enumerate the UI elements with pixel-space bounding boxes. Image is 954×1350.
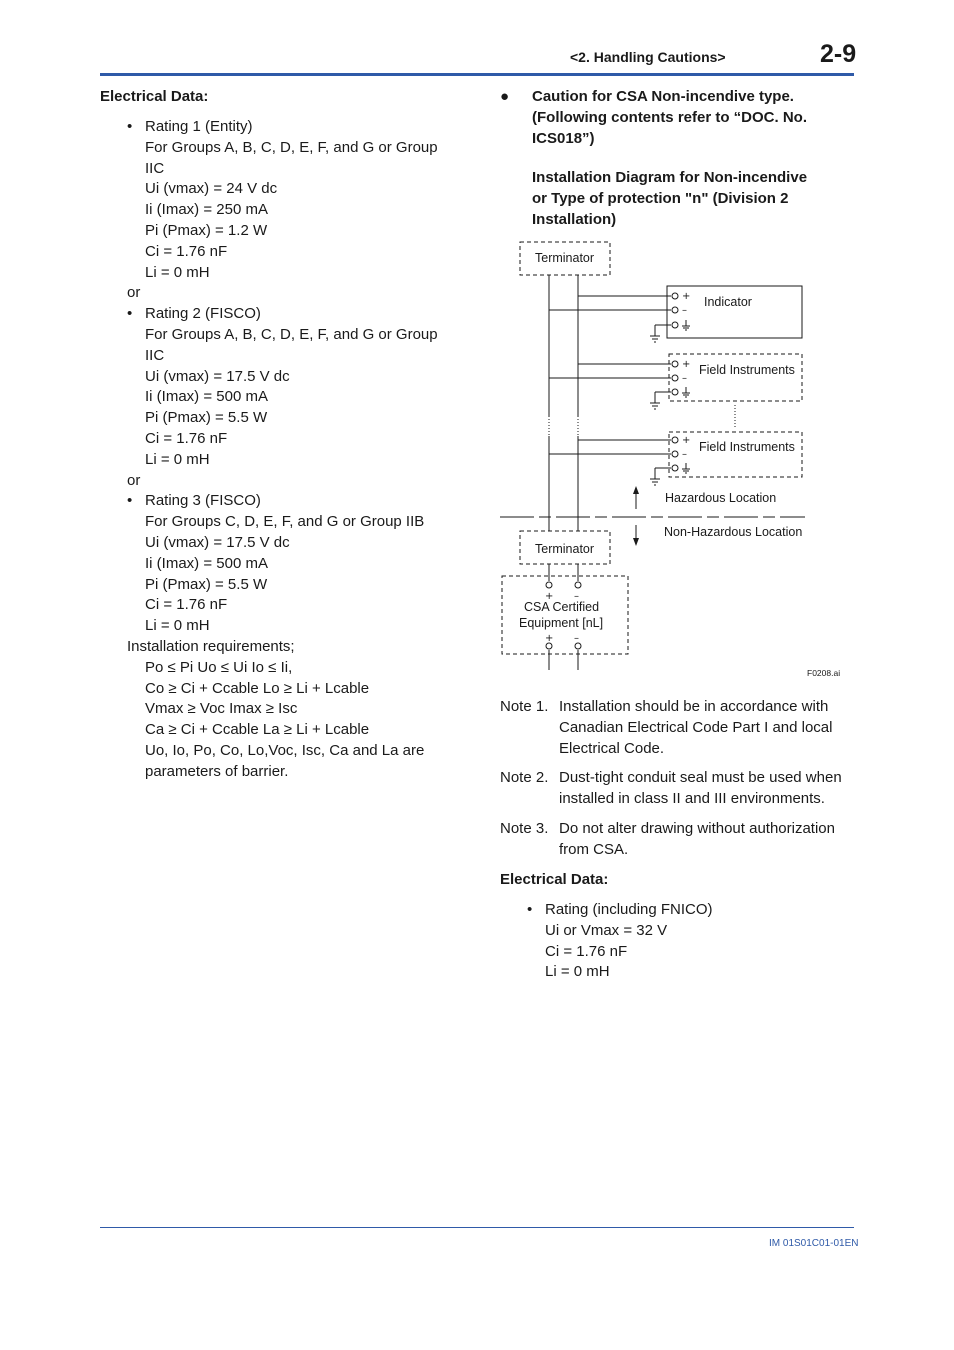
installation-title: Installation requirements;: [127, 637, 295, 655]
plus-sign: +: [682, 359, 691, 370]
plus-sign: +: [682, 435, 691, 446]
diagram-title-line: Installation Diagram for Non-incendive: [532, 169, 808, 187]
plus-sign: +: [682, 291, 691, 302]
minus-sign: –: [574, 633, 579, 644]
rating-li: Li = 0 mH: [145, 617, 210, 635]
rating-ui: Ui (vmax) = 24 V dc: [145, 180, 278, 198]
rating-title: Rating (including FNICO): [545, 901, 713, 918]
rating-li: Li = 0 mH: [145, 450, 210, 468]
or-separator: or: [127, 471, 141, 489]
note-text: Do not alter drawing without authorization from CSA.: [559, 819, 835, 858]
right-column: [500, 87, 856, 231]
caution-line: Caution for CSA Non-incendive type.: [532, 88, 794, 105]
running-header-section: <2. Handling Cautions>: [570, 49, 726, 65]
rating-fnico: [500, 900, 856, 983]
note-item: [500, 697, 856, 759]
requirement-line: Ca ≥ Ci + Ccable La ≥ Li + Lcable: [145, 721, 370, 739]
rating-ui: Ui or Vmax = 32 V: [545, 921, 668, 939]
note-label: Note 3.: [500, 819, 549, 837]
rating-2: [100, 304, 460, 470]
requirement-line: Co ≥ Ci + Ccable Lo ≥ Li + Lcable: [145, 679, 370, 697]
rating-ci: Ci = 1.76 nF: [145, 429, 228, 447]
figure-id: F0208.ai: [807, 668, 841, 678]
rating-groups-cont: IIC: [145, 346, 165, 364]
field-instruments-1-label: Field Instruments: [699, 363, 795, 377]
rating-ui: Ui (vmax) = 17.5 V dc: [145, 367, 290, 385]
indicator-label: Indicator: [704, 295, 752, 309]
rating-ci: Ci = 1.76 nF: [545, 942, 628, 960]
rating-groups-cont: IIC: [145, 159, 165, 177]
notes: [500, 697, 856, 870]
requirement-line: Uo, Io, Po, Co, Lo,Voc, Isc, Ca and La are: [145, 741, 425, 759]
installation-requirements: [100, 637, 460, 783]
minus-sign: –: [682, 305, 687, 316]
rating-1: [100, 117, 460, 283]
rating-ci: Ci = 1.76 nF: [145, 596, 228, 614]
document-number: IM 01S01C01-01EN: [769, 1238, 859, 1249]
requirement-line: Po ≤ Pi Uo ≤ Ui Io ≤ Ii,: [145, 658, 293, 676]
electrical-data-fnico: [500, 870, 856, 983]
page-number: 2-9: [820, 40, 857, 68]
rating-3: [100, 491, 460, 637]
csa-equipment-label-1: CSA Certified: [524, 600, 600, 614]
non-hazardous-location-label: Non-Hazardous Location: [664, 525, 803, 539]
rating-title: Rating 3 (FISCO): [145, 492, 261, 510]
rating-title: Rating 2 (FISCO): [145, 305, 261, 323]
rating-groups: For Groups A, B, C, D, E, F, and G or Group: [145, 138, 438, 156]
plus-sign: +: [545, 633, 554, 644]
note-text: Installation should be in accordance with Canadian Electrical Code Part I and local Electrical Code.: [559, 698, 833, 757]
rating-title: Rating 1 (Entity): [145, 118, 253, 135]
bullet: •: [127, 492, 133, 510]
rating-ui: Ui (vmax) = 17.5 V dc: [145, 533, 290, 551]
rating-groups: For Groups A, B, C, D, E, F, and G or Group: [145, 325, 438, 343]
left-column: [100, 87, 460, 783]
note-item: [500, 819, 856, 861]
rating-ii: Ii (Imax) = 250 mA: [145, 201, 268, 219]
requirement-line: parameters of barrier.: [145, 762, 289, 780]
header-rule: [100, 73, 854, 76]
plus-sign: +: [545, 591, 554, 602]
terminator-bottom-label: Terminator: [535, 542, 595, 556]
terminator-top-label: Terminator: [535, 251, 595, 265]
requirement-line: Vmax ≥ Voc Imax ≥ Isc: [145, 700, 298, 718]
note-label: Note 2.: [500, 769, 549, 787]
rating-pi: Pi (Pmax) = 1.2 W: [145, 221, 268, 239]
electrical-data-heading: Electrical Data:: [100, 88, 209, 105]
rating-ci: Ci = 1.76 nF: [145, 242, 228, 260]
bullet: ●: [500, 88, 510, 105]
minus-sign: –: [682, 373, 687, 384]
minus-sign: –: [682, 449, 687, 460]
rating-pi: Pi (Pmax) = 5.5 W: [145, 575, 268, 593]
minus-sign: –: [574, 591, 579, 602]
csa-caution-heading: [500, 87, 856, 231]
rating-ii: Ii (Imax) = 500 mA: [145, 388, 268, 406]
note-text: Dust-tight conduit seal must be used when installed in class II and III environments.: [559, 769, 842, 808]
electrical-data-heading: Electrical Data:: [500, 871, 609, 888]
installation-diagram: [500, 238, 854, 684]
bullet: •: [127, 118, 133, 135]
rating-pi: Pi (Pmax) = 5.5 W: [145, 409, 268, 427]
hazardous-location-label: Hazardous Location: [665, 491, 777, 505]
diagram-title-line: or Type of protection "n" (Division 2: [532, 190, 789, 208]
diagram-title-line: Installation): [532, 210, 617, 228]
csa-equipment-box: [502, 576, 628, 654]
caution-line: (Following contents refer to “DOC. No.: [532, 108, 807, 126]
rating-groups: For Groups C, D, E, F, and G or Group IIB: [145, 513, 425, 531]
rating-li: Li = 0 mH: [545, 963, 610, 981]
note-label: Note 1.: [500, 698, 549, 715]
rating-li: Li = 0 mH: [145, 263, 210, 281]
bullet: •: [527, 901, 533, 918]
note-item: [500, 768, 856, 810]
bullet: •: [127, 305, 133, 323]
rating-ii: Ii (Imax) = 500 mA: [145, 554, 268, 572]
or-separator: or: [127, 284, 141, 302]
footer-rule: [100, 1227, 854, 1228]
csa-equipment-label-2: Equipment [nL]: [519, 616, 604, 630]
caution-line: ICS018”): [532, 129, 595, 147]
field-instruments-2-label: Field Instruments: [699, 440, 795, 454]
